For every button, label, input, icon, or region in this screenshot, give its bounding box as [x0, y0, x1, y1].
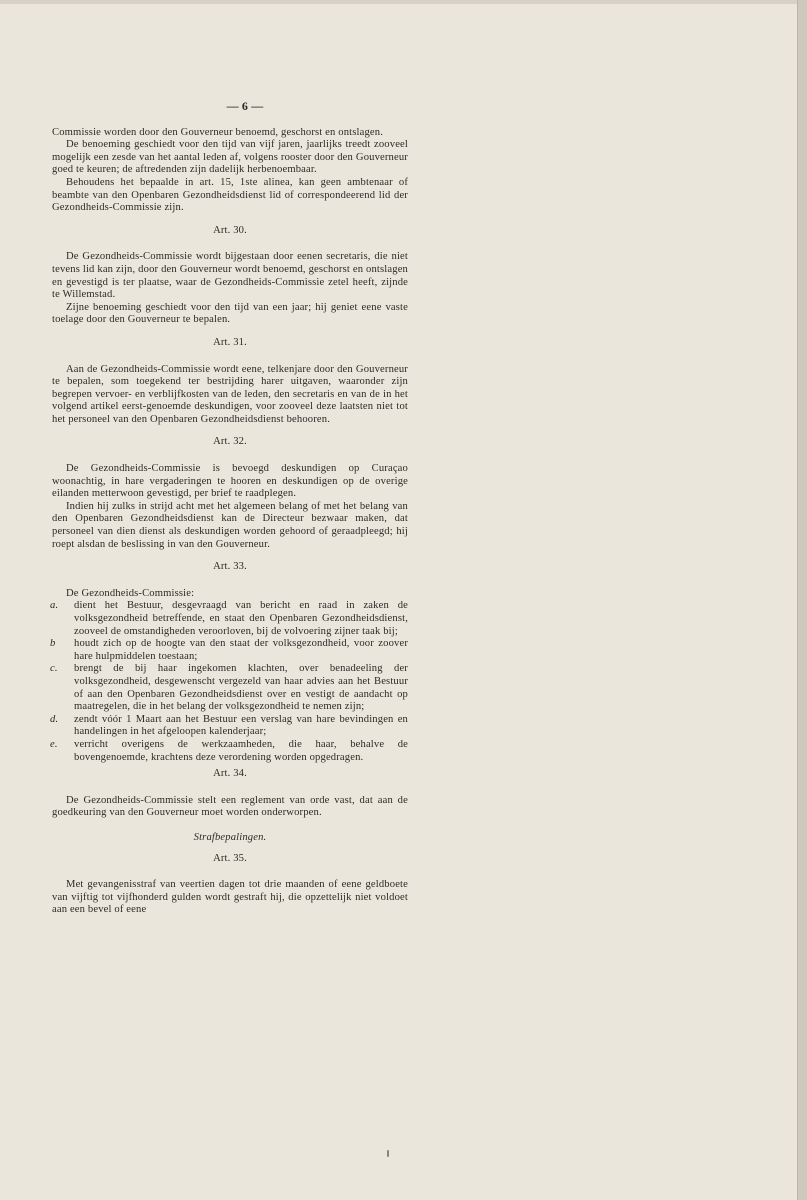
list-item	[52, 600, 408, 638]
article-31-heading: Art. 31.	[213, 336, 247, 348]
intro-paragraph-3: Behoudens het bepaalde in art. 15, 1ste alinea, kan geen ambtenaar of beambte van den Openbaren Gezondheidsdienst lid of correspondeerend lid der Gezondheids-Commissie zijn.	[52, 176, 408, 214]
article-34-heading: Art. 34.	[213, 768, 247, 780]
intro-paragraph-2: De benoeming geschiedt voor den tijd van vijf jaren, jaarlijks treedt zooveel mogelijk een zesde van het aantal leden af, volgens rooster door den Gouverneur goed te keuren; de aftredenden zijn dadelijk herbenoembaar.	[52, 139, 408, 176]
list-item-text: zendt vóór 1 Maart aan het Bestuur een verslag van hare bevindingen en handelingen in het afgeloopen kalenderjaar;	[74, 713, 408, 738]
document-body	[52, 100, 408, 917]
article-35-heading: Art. 35.	[213, 852, 247, 864]
article-30-paragraph-1: De Gezondheids-Commissie wordt bijgestaan door eenen secretaris, die niet tevens lid kan zijn, door den Gouverneur wordt benoemd, geschorst en ontslagen en gevestigd is ter plaatse, waar de Gezondheids-Commissie zetel heeft, zijnde te Willemstad.	[52, 251, 408, 301]
list-item-text: dient het Bestuur, desgevraagd van bericht en raad in zaken de volksgezondheid betreffende, en staat den Openbaren Gezondheidsdienst, zooveel de omstandigheden veroorloven, bij de volvoering zijner taak bij;	[74, 600, 408, 637]
list-item	[52, 638, 408, 663]
article-33-heading: Art. 33.	[213, 561, 247, 573]
page-right-edge	[797, 0, 807, 1200]
article-34-paragraph-1: De Gezondheids-Commissie stelt een reglement van orde vast, dat aan de goedkeuring van den Gouverneur moet worden onderworpen.	[52, 794, 408, 819]
article-33-intro: De Gezondheids-Commissie:	[66, 587, 195, 599]
list-item-text: verricht overigens de werkzaamheden, die haar, behalve de bovengenoemde, krachtens deze verordening worden opgedragen.	[74, 738, 408, 763]
list-item	[52, 714, 408, 739]
page-top-edge	[0, 0, 807, 4]
list-item-text: brengt de bij haar ingekomen klachten, over benadeeling der volksgezondheid, desgewenscht vergezeld van haar advies aan het Bestuur of aan den Openbaren Gezondheidsdienst over en vestigt de aandacht op maatregelen, die in het belang der volksgezondheid te nemen zijn;	[74, 663, 408, 713]
list-item-label: c.	[50, 663, 58, 675]
list-item-text: houdt zich op de hoogte van den staat der volksgezondheid, voor zoover hare hulpmiddelen toestaan;	[74, 638, 408, 662]
article-30-heading: Art. 30.	[213, 224, 247, 236]
article-32-heading: Art. 32.	[213, 436, 247, 448]
page-number: — 6 —	[226, 99, 264, 113]
list-item	[52, 739, 408, 764]
list-item-label: a.	[50, 600, 59, 612]
list-item-label: e.	[50, 738, 58, 750]
article-35-paragraph-1: Met gevangenisstraf van veertien dagen tot drie maanden of eene geldboete van vijftig tot vijfhonderd gulden wordt gestraft hij, die opzettelijk niet voldoet aan een bevel of eene	[52, 879, 408, 916]
paper-mark	[387, 1150, 389, 1157]
list-item-label: b	[50, 638, 56, 650]
list-item	[52, 663, 408, 713]
list-item-label: d.	[50, 713, 59, 725]
article-32-paragraph-2: Indien hij zulks in strijd acht met het algemeen belang of met het belang van den Openbaren Gezondheidsdienst kan de Directeur bezwaar maken, dat personeel van dien dienst als deskundigen worden gehoord of geraadpleegd; hij roept alsdan de beslissing in van den Gouverneur.	[52, 500, 408, 550]
intro-paragraph-1: Commissie worden door den Gouverneur benoemd, geschorst en ontslagen.	[52, 126, 384, 138]
section-heading: Strafbepalingen.	[193, 831, 267, 843]
article-32-paragraph-1: De Gezondheids-Commissie is bevoegd deskundigen op Curaçao woonachtig, in hare vergaderingen te hooren en deskundigen op de overige eilanden metterwoon gevestigd, per brief te raadplegen.	[52, 463, 408, 500]
article-30-paragraph-2: Zijne benoeming geschiedt voor den tijd van een jaar; hij geniet eene vaste toelage door den Gouverneur te bepalen.	[52, 301, 408, 326]
article-31-paragraph-1: Aan de Gezondheids-Commissie wordt eene, telkenjare door den Gouverneur te bepalen, som toegekend ter bestrijding harer uitgaven, waaronder zijn begrepen vervoer- en verblijfkosten van de leden, den secretaris en van de in het volgend artikel eerst-genoemde deskundigen, voor zooveel deze laatsten niet tot het personeel van den Openbaren Gezondheidsdienst behooren.	[52, 363, 408, 425]
